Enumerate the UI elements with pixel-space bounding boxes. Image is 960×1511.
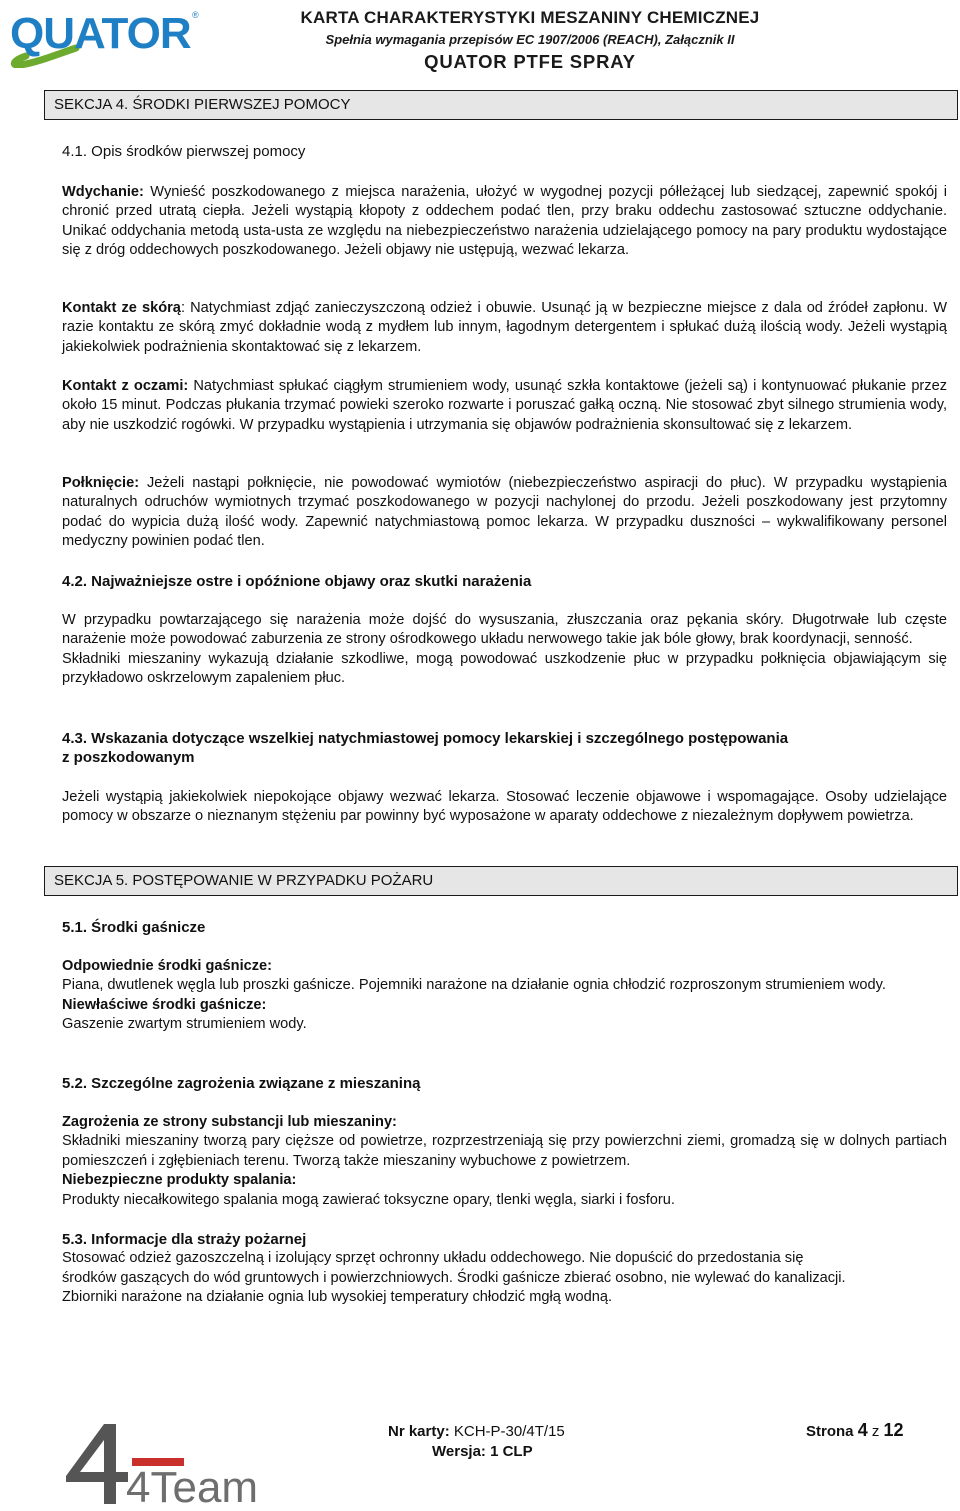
section-4-title: SEKCJA 4. ŚRODKI PIERWSZEJ POMOCY [44, 90, 958, 120]
swallowing-label: Połknięcie: [62, 475, 140, 491]
combustion-products-label: Niebezpieczne produkty spalania: [62, 1172, 297, 1189]
product-name: QUATOR PTFE SPRAY [424, 51, 636, 72]
suitable-media-label: Odpowiednie środki gaśnicze: [62, 958, 273, 974]
document-header [250, 8, 810, 73]
logo-wordmark: QUATOR [10, 9, 191, 58]
inhalation-paragraph [62, 183, 947, 261]
document-subtitle: Spełnia wymagania przepisów EC 1907/2006 (REACH), Załącznik II [325, 32, 735, 47]
page-of: z [871, 1423, 880, 1440]
page-number [806, 1420, 904, 1441]
document-title: KARTA CHARAKTERYSTYKI MESZANINY CHEMICZNEJ [300, 8, 760, 27]
firefighter-line-3: Zbiorniki narażone na działanie ognia lub wysokiej temperatury chłodzić mgłą wodną. [62, 1289, 612, 1306]
firefighter-line-1: Stosować odzież gazoszczelną i izolujący sprzęt ochronny układu oddechowego. Nie dopuścić do przedostania się [62, 1250, 804, 1267]
card-number-value: KCH-P-30/4T/15 [453, 1423, 565, 1440]
medical-attention-paragraph: Jeżeli wystąpią jakiekolwiek niepokojące objawy wezwać lekarza. Stosować leczenie objawowe i wspomagające. Osoby udzielające pomocy w obszarze o nieznanym stężeniu par powinny być wyposażone w aparaty oddechowe z niezależnym dopływem powietrza. [62, 789, 947, 825]
swallowing-text: Jeżeli nastąpi połknięcie, nie powodować wymiotów (niebezpieczeństwo aspiracji do płuc). W przypadku wystąpienia naturalnych odruchów wymiotnych trzymać poszkodowanego w pozycji nachylonej do przodu. Jeżeli poszkodowany jest przytomny podać do wypicia dużą ilość wody. Zapewnić natychmiastową pomoc lekarza. W przypadku duszności – wykwalifikowany personel medyczny powinien podać tlen. [62, 475, 947, 550]
unsuitable-media-label: Niewłaściwe środki gaśnicze: [62, 996, 267, 1013]
firefighter-line-2: środków gaszących do wód gruntowych i powierzchniowych. Środki gaśnicze zbierać osobno, nie wylewać do kanalizacji. [62, 1269, 846, 1286]
section-5-1-heading: 5.1. Środki gaśnicze [62, 919, 206, 936]
section-4-3-heading: 4.3. Wskazania dotyczące wszelkiej natychmiastowej pomocy lekarskiej i szczególnego postępowania z poszkodowanym [62, 730, 789, 767]
page-current: 4 [857, 1420, 868, 1440]
section-5-title: SEKCJA 5. POSTĘPOWANIE W PRZYPADKU POŻARU [44, 866, 958, 896]
extinguishing-media [62, 957, 947, 1035]
version-value: 1 CLP [490, 1443, 533, 1460]
symptoms-paragraph [62, 611, 947, 689]
card-number-label: Nr karty: [388, 1423, 450, 1440]
inhalation-text: Wynieść poszkodowanego z miejsca narażenia, ułożyć w wygodnej pozycji półleżącej lub siedzącej, zapewnić spokój i chronić przed utratą ciepła. Jeżeli wystąpią kłopoty z oddechem podać tlen, przy braku oddechu zastosować sztuczne oddychanie. Unikać oddychania metodą usta-usta ze względu na niebezpieczeństwo narażenia udzielającego pomocy na pary produktu wydostające się z dróg oddechowych poszkodowanego. Jeżeli objawy nie ustępują, wezwać lekarza. [62, 184, 947, 259]
eye-contact-label: Kontakt z oczami: [62, 378, 189, 394]
4team-logo [58, 1418, 308, 1506]
suitable-media-text: Piana, dwutlenek węgla lub proszki gaśnicze. Pojemniki narażone na działanie ognia chłodzić rozproszonym strumieniem wody. [62, 977, 886, 994]
document-info [388, 1422, 628, 1462]
version-label: Wersja: [432, 1443, 486, 1460]
symptoms-text-2: Składniki mieszaniny wykazują działanie szkodliwe, mogą powodować uszkodzenie płuc w przypadku połknięcia objawiającym się przykładowo oskrzelowym zapaleniem płuc. [62, 650, 947, 687]
hazards-text: Składniki mieszaniny tworzą pary cięższe od powietrze, rozprzestrzeniają się przy powierzchni ziemi, gromadzą się w dolnych partiach pomieszczeń i zgłębieniach terenu. Tworzą także mieszaniny wybuchowe z powietrzem. [62, 1133, 947, 1169]
skin-contact-paragraph [62, 299, 947, 357]
eye-contact-paragraph [62, 377, 947, 435]
special-hazards [62, 1113, 947, 1210]
section-5-3-heading: 5.3. Informacje dla straży pożarnej [62, 1231, 307, 1248]
section-4-1-heading: 4.1. Opis środków pierwszej pomocy [62, 143, 306, 160]
page-label: Strona [806, 1423, 854, 1440]
section-5-3 [62, 1230, 947, 1308]
combustion-products-text: Produkty niecałkowitego spalania mogą zawierać toksyczne opary, tlenki węgla, siarki i fosforu. [62, 1191, 675, 1208]
registered-mark: ® [192, 10, 199, 20]
skin-contact-text: : Natychmiast zdjąć zanieczyszczoną odzież i obuwie. Usunąć ją w bezpieczne miejsce z dala od źródeł zapłonu. W razie kontaktu ze skórą zmyć dokładnie wodą z mydłem lub innym, łagodnym detergentem i spłukać dużą ilością wody. Jeżeli wystąpią jakiekolwiek podrażnienia skontaktować się z lekarzem. [62, 300, 947, 355]
inhalation-label: Wdychanie: [62, 184, 144, 200]
skin-contact-label: Kontakt ze skórą [62, 300, 181, 316]
footer-logo-wordmark: 4Team [126, 1463, 259, 1506]
quator-logo [6, 4, 202, 68]
section-4-2-heading: 4.2. Najważniejsze ostre i opóźnione objawy oraz skutki narażenia [62, 573, 532, 590]
unsuitable-media-text: Gaszenie zwartym strumieniem wody. [62, 1016, 307, 1033]
hazards-label: Zagrożenia ze strony substancji lub mieszaniny: [62, 1114, 397, 1130]
section-5-2-heading: 5.2. Szczególne zagrożenia związane z mieszaniną [62, 1075, 421, 1092]
eye-contact-text: Natychmiast spłukać ciągłym strumieniem wody, usunąć szkła kontaktowe (jeżeli są) i kontynuować płukanie przez około 15 minut. Podczas płukania trzymać powieki szeroko rozwarte i poruszać gałką oczną. Nie stosować zbyt silnego strumienia wody, aby nie uszkodzić rogówki. W przypadku wystąpienia i utrzymania się objawów podrażnienia skonsultować się z lekarzem. [62, 378, 948, 433]
symptoms-text-1: W przypadku powtarzającego się narażenia może dojść do wysuszania, złuszczania oraz pękania skóry. Długotrwałe lub częste narażenie może powodować zaburzenia ze strony ośrodkowego układu nerwowego takie jak bóle głowy, brak koordynacji, senność. [62, 612, 947, 648]
swallowing-paragraph [62, 474, 947, 552]
page-total: 12 [883, 1420, 904, 1440]
